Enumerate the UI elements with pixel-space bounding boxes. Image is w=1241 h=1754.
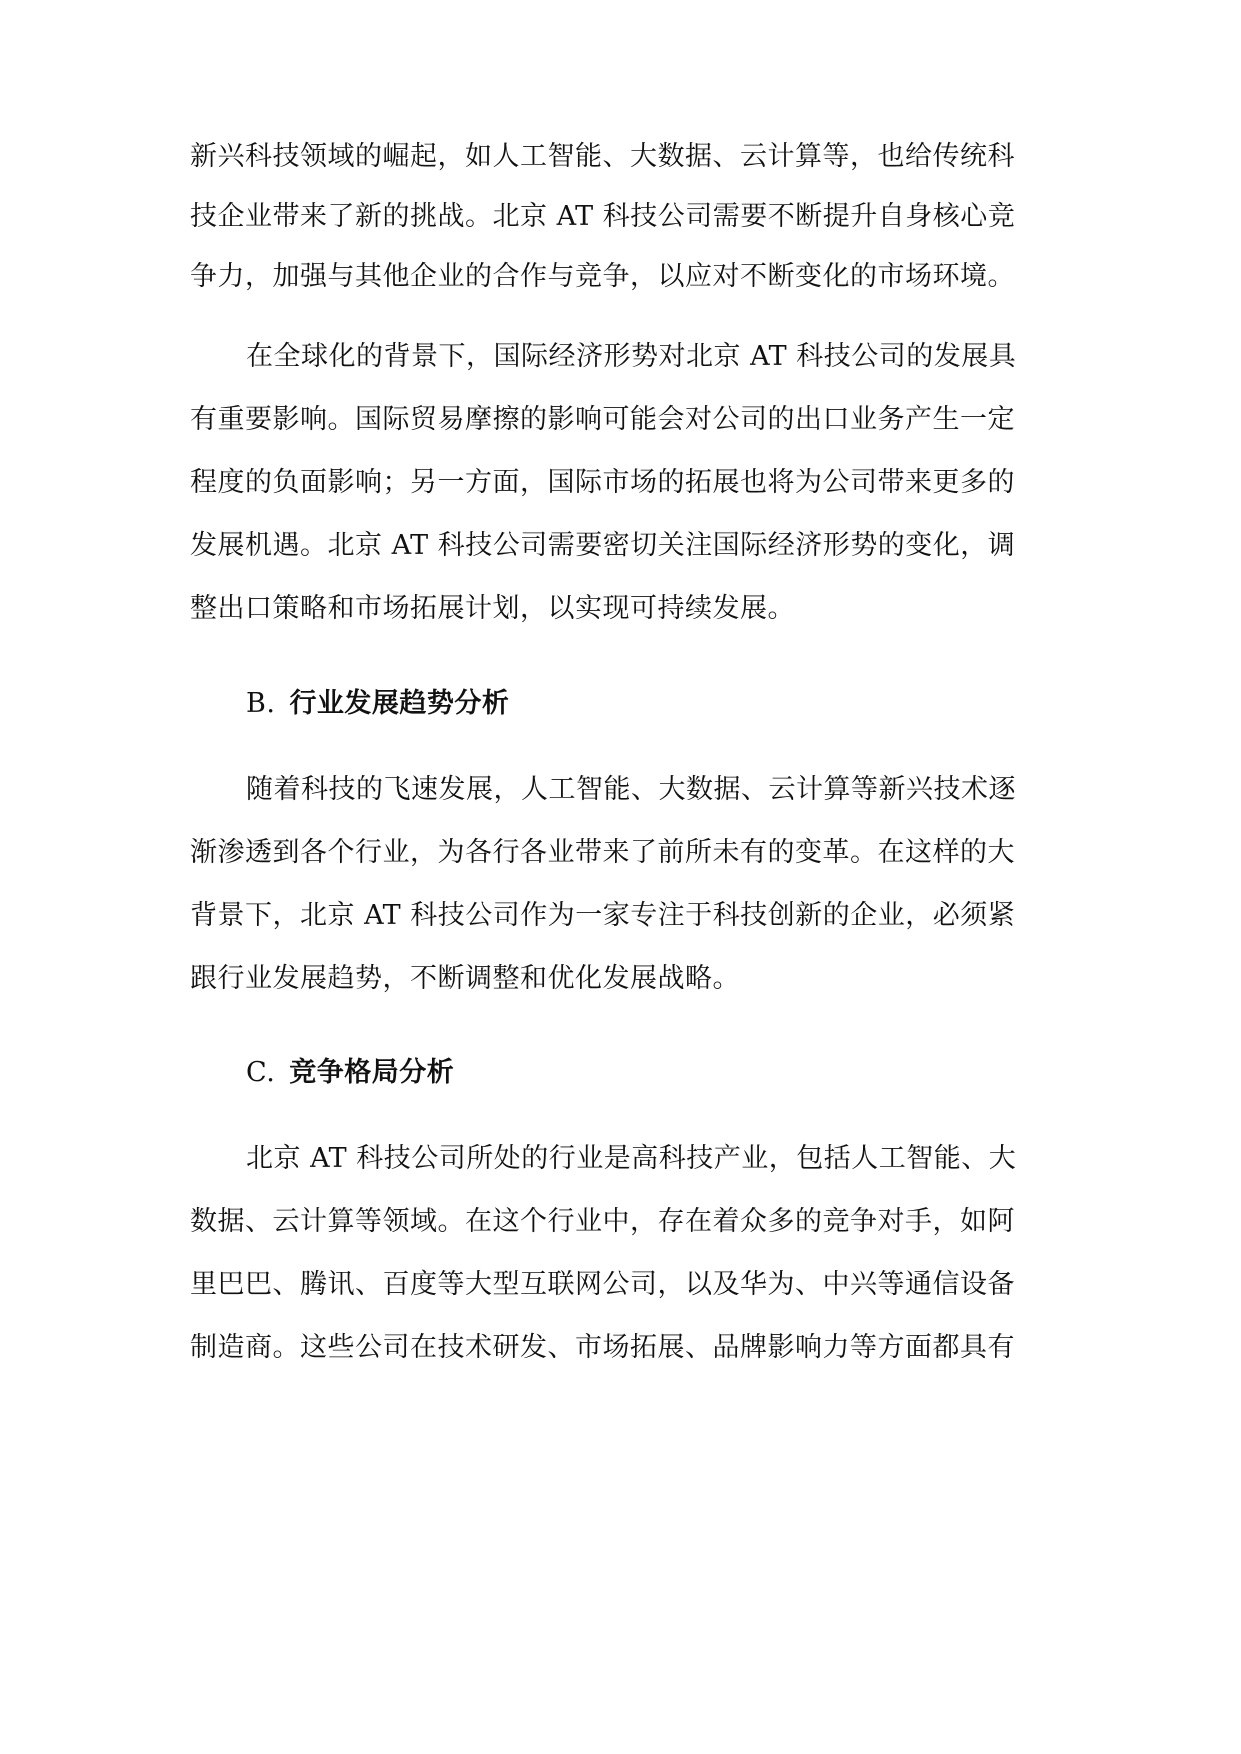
paragraph-line: 渐渗透到各个行业，为各行各业带来了前所未有的变革。在这样的大 (190, 837, 1015, 868)
paragraph-line: 整出口策略和市场拓展计划，以实现可持续发展。 (190, 593, 795, 624)
paragraph-line: 里巴巴、腾讯、百度等大型互联网公司，以及华为、中兴等通信设备 (190, 1269, 1015, 1300)
section-letter: B. (246, 688, 276, 719)
section-heading-b (246, 684, 509, 724)
paragraph-line: 数据、云计算等领域。在这个行业中，存在着众多的竞争对手，如阿 (190, 1206, 1015, 1237)
paragraph-line: 程度的负面影响；另一方面，国际市场的拓展也将为公司带来更多的 (190, 467, 1015, 498)
paragraph-line: 有重要影响。国际贸易摩擦的影响可能会对公司的出口业务产生一定 (190, 404, 1015, 435)
paragraph-line: 背景下，北京 AT 科技公司作为一家专注于科技创新的企业，必须紧 (190, 900, 1016, 931)
paragraph-line: 发展机遇。北京 AT 科技公司需要密切关注国际经济形势的变化，调 (190, 530, 1016, 561)
section-heading-c (246, 1053, 454, 1093)
paragraph-line: 随着科技的飞速发展，人工智能、大数据、云计算等新兴技术逐 (246, 774, 1016, 805)
section-letter: C. (246, 1057, 276, 1088)
section-title: 行业发展趋势分析 (289, 688, 510, 719)
paragraph-line: 跟行业发展趋势，不断调整和优化发展战略。 (190, 963, 740, 994)
paragraph-line: 争力，加强与其他企业的合作与竞争，以应对不断变化的市场环境。 (190, 261, 1015, 292)
paragraph-line: 新兴科技领域的崛起，如人工智能、大数据、云计算等，也给传统科 (190, 141, 1015, 172)
paragraph-line: 制造商。这些公司在技术研发、市场拓展、品牌影响力等方面都具有 (190, 1332, 1015, 1363)
paragraph-line: 北京 AT 科技公司所处的行业是高科技产业，包括人工智能、大 (246, 1143, 1017, 1174)
paragraph-line: 在全球化的背景下，国际经济形势对北京 AT 科技公司的发展具 (246, 341, 1017, 372)
section-title: 竞争格局分析 (289, 1057, 455, 1088)
paragraph-line: 技企业带来了新的挑战。北京 AT 科技公司需要不断提升自身核心竞 (190, 201, 1016, 232)
